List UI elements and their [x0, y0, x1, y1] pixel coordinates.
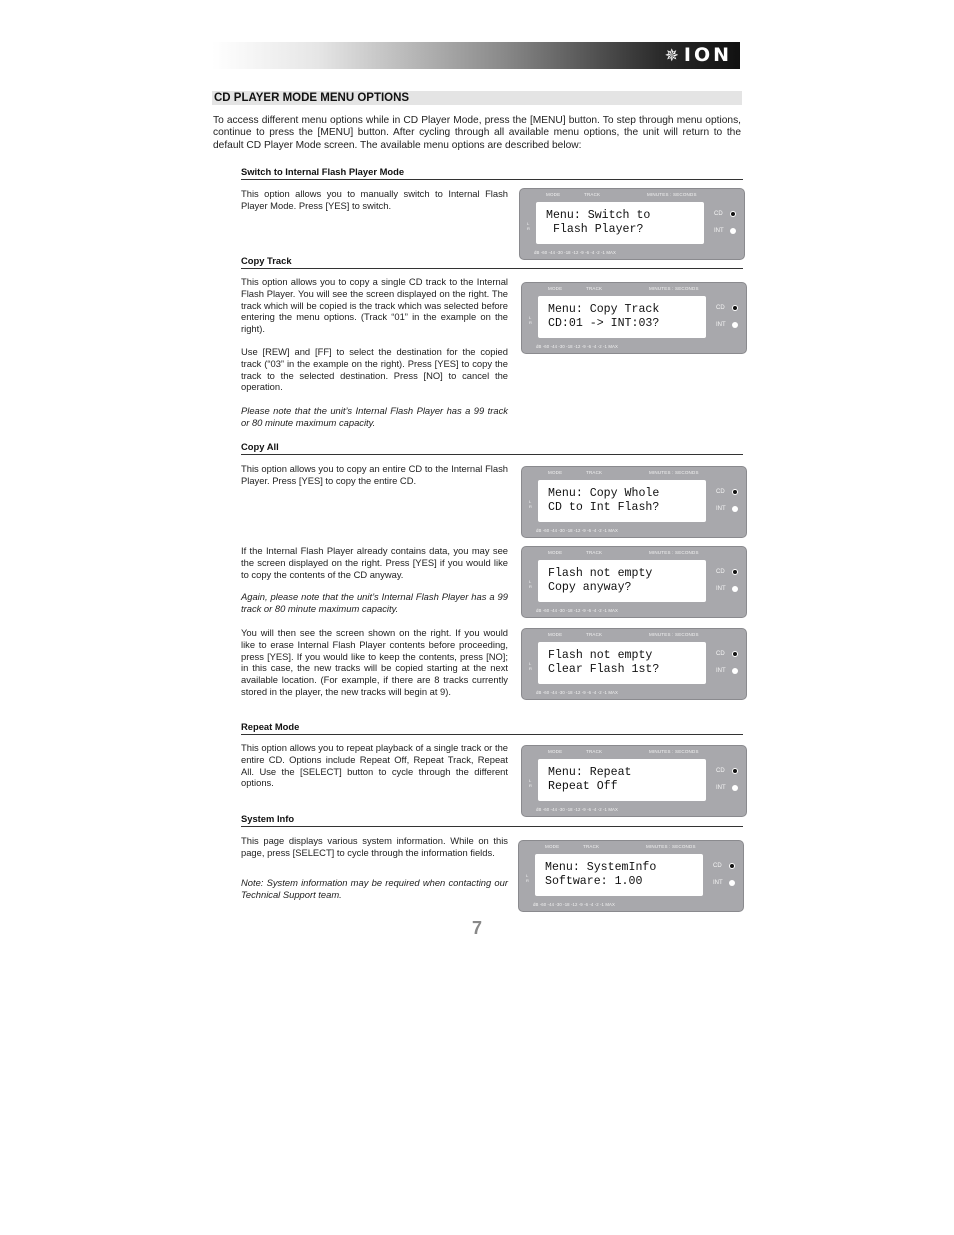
- copy-all-paragraph-3: You will then see the screen shown on the right. If you would like to erase Internal Flash Player contents before proceeding, press [YES]. If you would like to keep the contents, press [NO]; in this case, the new tracks will be copied starting at the next available location. (For example, if there are 8 tracks currently stored in the player, the new tracks will begin at 9).: [241, 627, 508, 697]
- copy-all-paragraph-1: This option allows you to copy an entire CD to the Internal Flash Player. Press [YES] to copy the entire CD.: [241, 463, 508, 486]
- section-title: CD PLAYER MODE MENU OPTIONS: [212, 91, 742, 105]
- lcd-lr-label: L R: [527, 221, 530, 231]
- lcd-line-1: Menu: Repeat: [548, 766, 632, 779]
- lcd-mode-label: MODE: [548, 749, 563, 754]
- lcd-display-system-info: [518, 840, 744, 912]
- lcd-line-2: CD:01 -> INT:03?: [548, 317, 660, 330]
- lcd-line-1: Menu: Copy Track: [548, 303, 660, 316]
- lcd-cd-label: CD: [716, 489, 725, 495]
- cd-indicator-icon: [732, 305, 738, 311]
- lcd-lr-label: L R: [526, 873, 529, 883]
- subhead-copy-track: Copy Track: [241, 255, 743, 269]
- lcd-db-scale: dB -60 -44 -30 -18 -12 -9 -6 -4 -2 -1 MAX: [536, 344, 618, 349]
- lcd-line-2: Flash Player?: [546, 223, 644, 236]
- copy-all-note: Again, please note that the unit’s Internal Flash Player has a 99 track or 80 minute maximum capacity.: [241, 591, 508, 614]
- int-indicator-icon: [732, 322, 738, 328]
- lcd-cd-label: CD: [716, 651, 725, 657]
- lcd-minutes-label: MINUTES : SECONDS: [647, 192, 697, 197]
- cd-indicator-icon: [730, 211, 736, 217]
- subhead-system-info: System Info: [241, 813, 743, 827]
- ion-logo-mark: ✵: [664, 46, 682, 66]
- ion-logo: [665, 45, 732, 66]
- lcd-line-2: Clear Flash 1st?: [548, 663, 660, 676]
- repeat-paragraph: This option allows you to repeat playback of a single track or the entire CD. Options include Repeat Off, Repeat Track, Repeat All. Use the [SELECT] button to cycle through the different options.: [241, 742, 508, 789]
- lcd-mode-label: MODE: [546, 192, 561, 197]
- lcd-int-label: INT: [716, 586, 726, 592]
- lcd-minutes-label: MINUTES : SECONDS: [649, 749, 699, 754]
- lcd-mode-label: MODE: [548, 632, 563, 637]
- lcd-cd-label: CD: [716, 569, 725, 575]
- subhead-switch: Switch to Internal Flash Player Mode: [241, 166, 743, 180]
- copy-all-paragraph-2: If the Internal Flash Player already contains data, you may see the screen displayed on the right. Press [YES] if you would like to copy the contents of the CD anyway.: [241, 545, 508, 580]
- lcd-db-scale: dB -60 -44 -30 -18 -12 -9 -6 -4 -2 -1 MAX: [534, 250, 616, 255]
- lcd-cd-label: CD: [716, 305, 725, 311]
- lcd-int-label: INT: [716, 785, 726, 791]
- lcd-line-1: Flash not empty: [548, 567, 653, 580]
- lcd-int-label: INT: [714, 228, 724, 234]
- header-banner: [212, 42, 740, 69]
- lcd-line-2: CD to Int Flash?: [548, 501, 660, 514]
- lcd-minutes-label: MINUTES : SECONDS: [649, 286, 699, 291]
- lcd-track-label: TRACK: [586, 470, 603, 475]
- cd-indicator-icon: [729, 863, 735, 869]
- cd-indicator-icon: [732, 489, 738, 495]
- int-indicator-icon: [732, 506, 738, 512]
- lcd-mode-label: MODE: [548, 470, 563, 475]
- lcd-display-copy-whole: [521, 466, 747, 538]
- lcd-line-2: Repeat Off: [548, 780, 618, 793]
- lcd-screen: [538, 759, 706, 801]
- lcd-track-label: TRACK: [586, 550, 603, 555]
- lcd-lr-label: L R: [529, 661, 532, 671]
- lcd-track-label: TRACK: [583, 844, 600, 849]
- lcd-db-scale: dB -60 -44 -30 -18 -12 -9 -6 -4 -2 -1 MAX: [536, 807, 618, 812]
- lcd-minutes-label: MINUTES : SECONDS: [646, 844, 696, 849]
- lcd-track-label: TRACK: [586, 286, 603, 291]
- ion-logo-text: ION: [683, 44, 732, 66]
- lcd-db-scale: dB -60 -44 -30 -18 -12 -9 -6 -4 -2 -1 MAX: [533, 902, 615, 907]
- system-info-paragraph: This page displays various system information. While on this page, press [SELECT] to cycle through the information fields.: [241, 835, 508, 858]
- int-indicator-icon: [729, 880, 735, 886]
- lcd-minutes-label: MINUTES : SECONDS: [649, 470, 699, 475]
- lcd-track-label: TRACK: [584, 192, 601, 197]
- lcd-track-label: TRACK: [586, 749, 603, 754]
- lcd-line-2: Copy anyway?: [548, 581, 632, 594]
- lcd-line-2: Software: 1.00: [545, 875, 643, 888]
- lcd-display-repeat: [521, 745, 747, 817]
- lcd-line-1: Flash not empty: [548, 649, 653, 662]
- switch-paragraph: This option allows you to manually switch to Internal Flash Player Mode. Press [YES] to switch.: [241, 188, 508, 211]
- lcd-cd-label: CD: [716, 768, 725, 774]
- lcd-display-clear-flash: [521, 628, 747, 700]
- system-info-note: Note: System information may be required when contacting our Technical Support team.: [241, 877, 508, 900]
- lcd-screen: [538, 560, 706, 602]
- lcd-mode-label: MODE: [545, 844, 560, 849]
- copy-track-paragraph-2: Use [REW] and [FF] to select the destination for the copied track (“03” in the example on the right). Press [YES] to copy the track to the selected destination. Press [NO] to cancel the operation.: [241, 346, 508, 393]
- lcd-lr-label: L R: [529, 499, 532, 509]
- lcd-display-flash-not-empty: [521, 546, 747, 618]
- lcd-display-copy-track: [521, 282, 747, 354]
- cd-indicator-icon: [732, 651, 738, 657]
- lcd-int-label: INT: [713, 880, 723, 886]
- lcd-mode-label: MODE: [548, 550, 563, 555]
- copy-track-paragraph-1: This option allows you to copy a single CD track to the Internal Flash Player. You will see the screen displayed on the right. The track which will be copied is the track which was selected before entering the menu options. (Track “01” in the example on the right).: [241, 276, 508, 335]
- lcd-cd-label: CD: [713, 863, 722, 869]
- lcd-int-label: INT: [716, 506, 726, 512]
- lcd-db-scale: dB -60 -44 -30 -18 -12 -9 -6 -4 -2 -1 MAX: [536, 528, 618, 533]
- lcd-mode-label: MODE: [548, 286, 563, 291]
- cd-indicator-icon: [732, 569, 738, 575]
- subhead-repeat-mode: Repeat Mode: [241, 721, 743, 735]
- cd-indicator-icon: [732, 768, 738, 774]
- int-indicator-icon: [732, 668, 738, 674]
- int-indicator-icon: [730, 228, 736, 234]
- lcd-cd-label: CD: [714, 211, 723, 217]
- lcd-lr-label: L R: [529, 778, 532, 788]
- int-indicator-icon: [732, 785, 738, 791]
- intro-paragraph: To access different menu options while in CD Player Mode, press the [MENU] button. To step through menu options, continue to press the [MENU] button. After cycling through all available menu options, the unit will return to the default CD Player Mode screen. The available menu options are described below:: [213, 115, 741, 151]
- lcd-line-1: Menu: Switch to: [546, 209, 651, 222]
- lcd-screen: [538, 296, 706, 338]
- lcd-db-scale: dB -60 -44 -30 -18 -12 -9 -6 -4 -2 -1 MAX: [536, 690, 618, 695]
- copy-track-note: Please note that the unit’s Internal Flash Player has a 99 track or 80 minute maximum capacity.: [241, 405, 508, 428]
- lcd-line-1: Menu: Copy Whole: [548, 487, 660, 500]
- lcd-screen: [538, 642, 706, 684]
- lcd-minutes-label: MINUTES : SECONDS: [649, 550, 699, 555]
- lcd-lr-label: L R: [529, 315, 532, 325]
- lcd-minutes-label: MINUTES : SECONDS: [649, 632, 699, 637]
- int-indicator-icon: [732, 586, 738, 592]
- lcd-screen: [535, 854, 703, 896]
- page-number: 7: [471, 918, 482, 938]
- lcd-track-label: TRACK: [586, 632, 603, 637]
- lcd-int-label: INT: [716, 668, 726, 674]
- lcd-db-scale: dB -60 -44 -30 -18 -12 -9 -6 -4 -2 -1 MAX: [536, 608, 618, 613]
- lcd-int-label: INT: [716, 322, 726, 328]
- lcd-lr-label: L R: [529, 579, 532, 589]
- lcd-screen: [536, 202, 704, 244]
- subhead-copy-all: Copy All: [241, 441, 743, 455]
- lcd-screen: [538, 480, 706, 522]
- lcd-line-1: Menu: SystemInfo: [545, 861, 657, 874]
- lcd-display-switch: [519, 188, 745, 260]
